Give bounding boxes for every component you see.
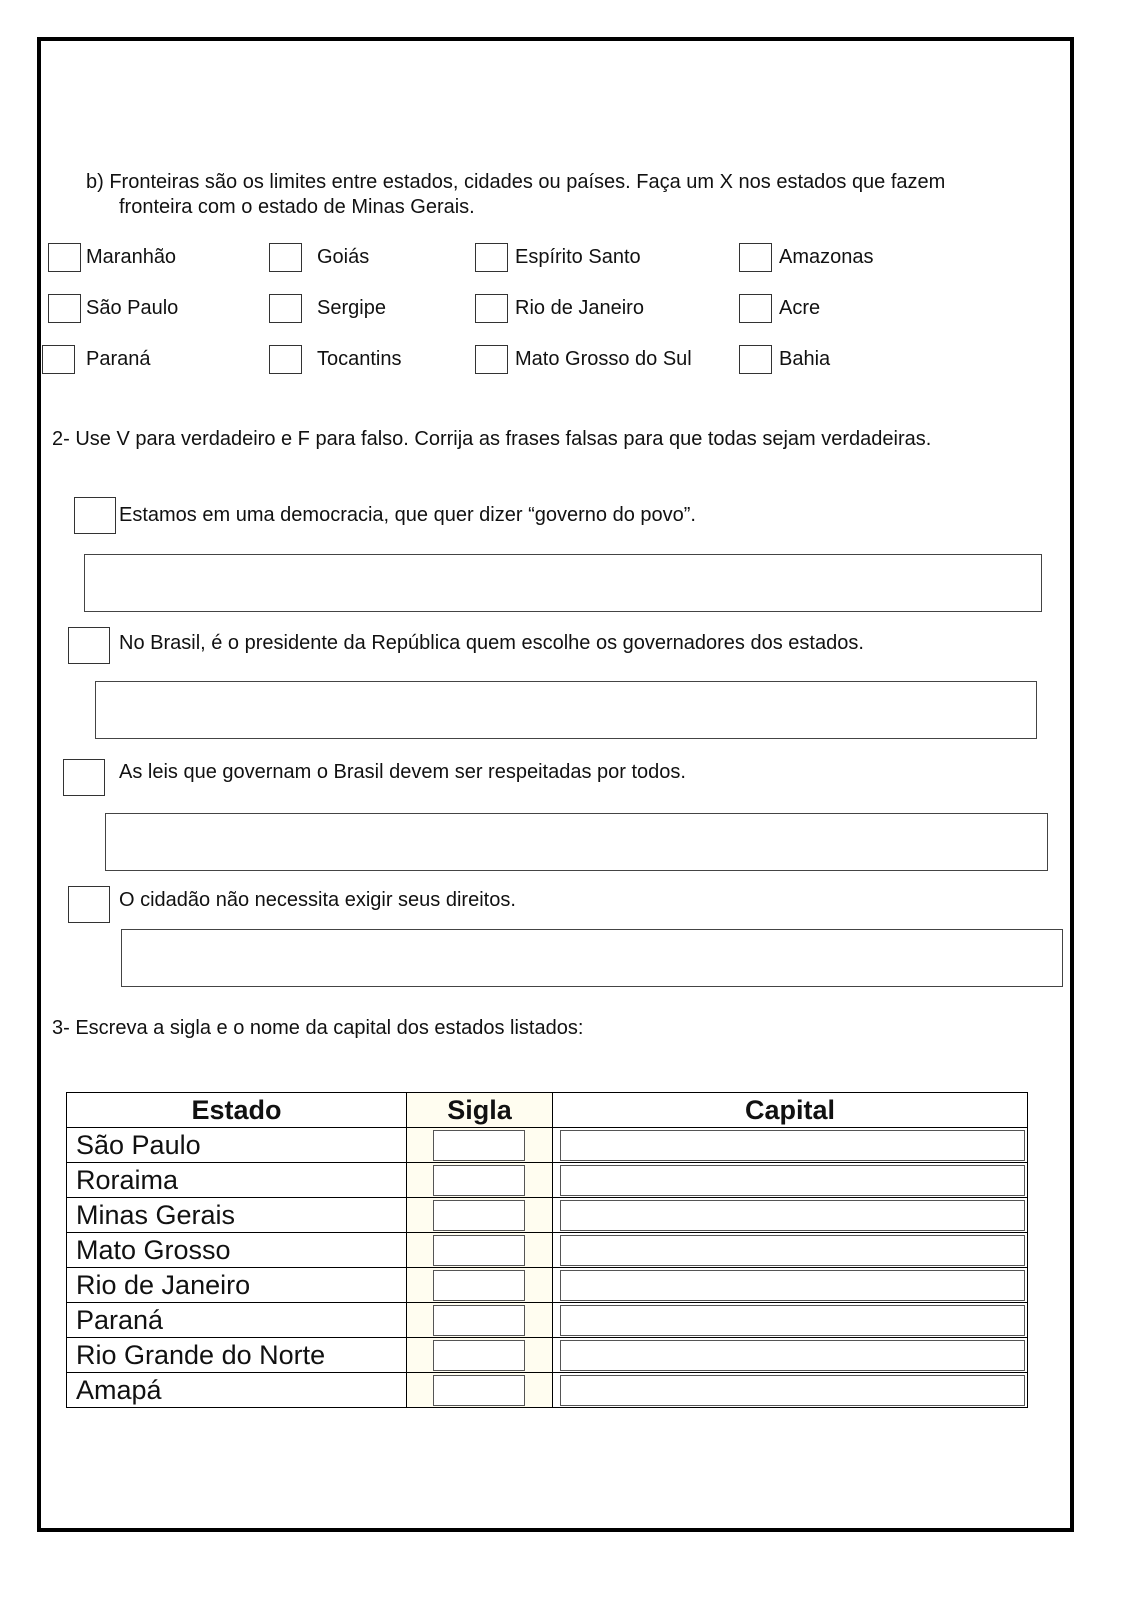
sigla-input[interactable]	[433, 1375, 525, 1406]
header-sigla: Sigla	[407, 1093, 553, 1128]
capital-input[interactable]	[560, 1270, 1025, 1301]
correction-answer-box[interactable]	[95, 681, 1037, 739]
state-name: Roraima	[67, 1163, 407, 1198]
correction-answer-box[interactable]	[121, 929, 1063, 987]
sigla-cell	[407, 1198, 553, 1233]
state-checkbox[interactable]	[475, 345, 508, 374]
state-checkbox[interactable]	[48, 243, 81, 272]
correction-answer-box[interactable]	[105, 813, 1048, 871]
capital-cell	[553, 1373, 1028, 1408]
state-name: Rio de Janeiro	[67, 1268, 407, 1303]
header-capital: Capital	[553, 1093, 1028, 1128]
state-option-label: Acre	[779, 297, 821, 319]
table-row	[67, 1373, 1028, 1408]
capital-input[interactable]	[560, 1375, 1025, 1406]
question-b-line1: b) Fronteiras são os limites entre estados, cidades ou países. Faça um X nos estados que fazem	[86, 171, 946, 193]
capital-input[interactable]	[560, 1130, 1025, 1161]
states-table	[66, 1092, 1028, 1408]
state-option-label: Bahia	[779, 348, 831, 370]
sigla-input[interactable]	[433, 1200, 525, 1231]
sigla-cell	[407, 1268, 553, 1303]
state-checkbox[interactable]	[48, 294, 81, 323]
sigla-cell	[407, 1233, 553, 1268]
state-name: Paraná	[67, 1303, 407, 1338]
state-checkbox[interactable]	[269, 294, 302, 323]
sigla-cell	[407, 1338, 553, 1373]
question-b-line2: fronteira com o estado de Minas Gerais.	[119, 196, 475, 218]
state-checkbox[interactable]	[269, 243, 302, 272]
table-row	[67, 1303, 1028, 1338]
state-option-label: Maranhão	[86, 246, 177, 268]
state-name: Rio Grande do Norte	[67, 1338, 407, 1373]
sigla-cell	[407, 1163, 553, 1198]
statement-text: Estamos em uma democracia, que quer dizer “governo do povo”.	[119, 504, 696, 526]
table-row	[67, 1233, 1028, 1268]
sigla-input[interactable]	[433, 1270, 525, 1301]
sigla-input[interactable]	[433, 1165, 525, 1196]
capital-input[interactable]	[560, 1165, 1025, 1196]
true-false-box[interactable]	[68, 886, 110, 923]
capital-input[interactable]	[560, 1340, 1025, 1371]
capital-cell	[553, 1338, 1028, 1373]
state-checkbox[interactable]	[42, 345, 75, 374]
statement-text: O cidadão não necessita exigir seus direitos.	[119, 889, 516, 911]
state-option-label: Sergipe	[317, 297, 386, 319]
capital-cell	[553, 1198, 1028, 1233]
capital-input[interactable]	[560, 1305, 1025, 1336]
true-false-box[interactable]	[68, 627, 110, 664]
state-name: Minas Gerais	[67, 1198, 407, 1233]
sigla-cell	[407, 1373, 553, 1408]
state-option-label: Goiás	[317, 246, 370, 268]
table-row	[67, 1268, 1028, 1303]
sigla-input[interactable]	[433, 1130, 525, 1161]
statement-text: No Brasil, é o presidente da República quem escolhe os governadores dos estados.	[119, 632, 864, 654]
state-option-label: Tocantins	[317, 348, 402, 370]
state-option-label: Espírito Santo	[515, 246, 641, 268]
state-checkbox[interactable]	[475, 243, 508, 272]
table-row	[67, 1163, 1028, 1198]
sigla-input[interactable]	[433, 1305, 525, 1336]
state-checkbox[interactable]	[739, 345, 772, 374]
statement-text: As leis que governam o Brasil devem ser respeitadas por todos.	[119, 761, 686, 783]
correction-answer-box[interactable]	[84, 554, 1042, 612]
capital-input[interactable]	[560, 1235, 1025, 1266]
state-option-label: Rio de Janeiro	[515, 297, 644, 319]
state-checkbox[interactable]	[739, 243, 772, 272]
capital-cell	[553, 1233, 1028, 1268]
state-checkbox[interactable]	[739, 294, 772, 323]
question-2-title: 2- Use V para verdadeiro e F para falso. Corrija as frases falsas para que todas sejam verdadeiras.	[52, 428, 932, 450]
capital-cell	[553, 1163, 1028, 1198]
true-false-box[interactable]	[63, 759, 105, 796]
sigla-cell	[407, 1303, 553, 1338]
capital-input[interactable]	[560, 1200, 1025, 1231]
capital-cell	[553, 1268, 1028, 1303]
state-name: São Paulo	[67, 1128, 407, 1163]
state-name: Mato Grosso	[67, 1233, 407, 1268]
state-option-label: Amazonas	[779, 246, 874, 268]
sigla-input[interactable]	[433, 1235, 525, 1266]
table-row	[67, 1128, 1028, 1163]
state-name: Amapá	[67, 1373, 407, 1408]
capital-cell	[553, 1303, 1028, 1338]
table-row	[67, 1198, 1028, 1233]
table-row	[67, 1338, 1028, 1373]
header-estado: Estado	[67, 1093, 407, 1128]
sigla-input[interactable]	[433, 1340, 525, 1371]
state-option-label: São Paulo	[86, 297, 179, 319]
state-checkbox[interactable]	[269, 345, 302, 374]
capital-cell	[553, 1128, 1028, 1163]
true-false-box[interactable]	[74, 497, 116, 534]
question-3-title: 3- Escreva a sigla e o nome da capital dos estados listados:	[52, 1017, 584, 1039]
state-option-label: Paraná	[86, 348, 151, 370]
state-checkbox[interactable]	[475, 294, 508, 323]
state-option-label: Mato Grosso do Sul	[515, 348, 692, 370]
sigla-cell	[407, 1128, 553, 1163]
